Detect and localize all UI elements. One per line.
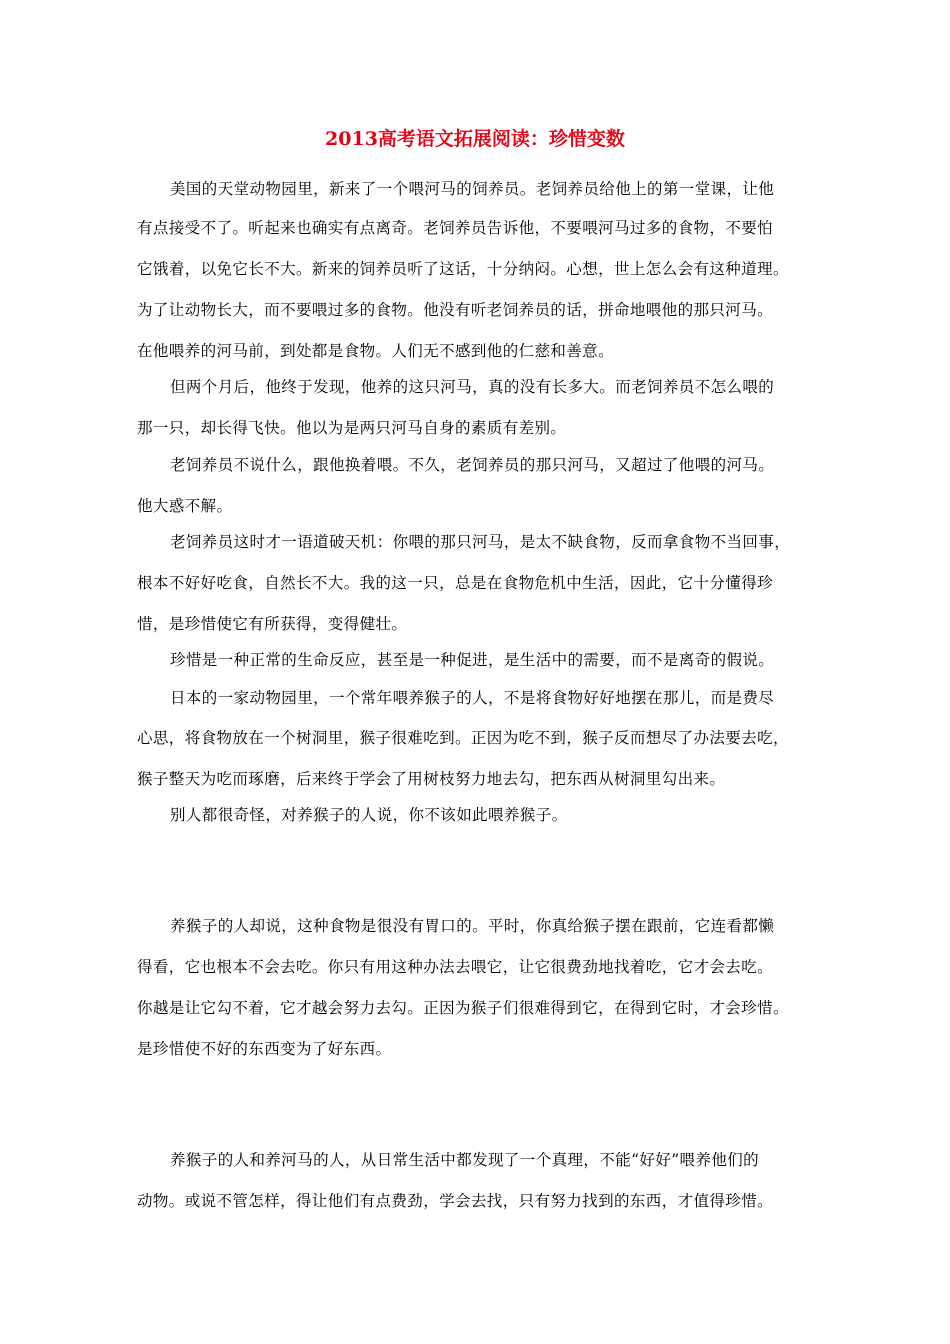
paragraph-line: 在他喂养的河马前，到处都是食物。人们无不感到他的仁慈和善意。 (137, 342, 615, 360)
paragraph-line: 得看，它也根本不会去吃。你只有用这种办法去喂它，让它很费劲地找着吃，它才会去吃。 (137, 958, 774, 976)
paragraph-line: 美国的天堂动物园里，新来了一个喂河马的饲养员。老饲养员给他上的第一堂课，让他 (170, 180, 775, 198)
paragraph-line: 老饲养员不说什么，跟他换着喂。不久，老饲养员的那只河马，又超过了他喂的河马。 (170, 456, 775, 474)
paragraph-line: 但两个月后，他终于发现，他养的这只河马，真的没有长多大。而老饲养员不怎么喂的 (170, 378, 775, 396)
paragraph-line: 为了让动物长大，而不要喂过多的食物。他没有听老饲养员的话，拼命地喂他的那只河马。 (137, 301, 774, 319)
paragraph-line: 老饲养员这时才一语道破天机：你喂的那只河马，是太不缺食物，反而拿食物不当回事， (170, 533, 791, 551)
paragraph-line: 惜，是珍惜使它有所获得，变得健壮。 (137, 615, 408, 633)
paragraph-line: 珍惜是一种正常的生命反应，甚至是一种促进，是生活中的需要，而不是离奇的假说。 (170, 651, 775, 669)
paragraph-line: 心思，将食物放在一个树洞里，猴子很难吃到。正因为吃不到，猴子反而想尽了办法要去吃， (137, 729, 789, 747)
document-title: 2013高考语文拓展阅读：珍惜变数 (325, 128, 625, 150)
paragraph-line: 日本的一家动物园里，一个常年喂养猴子的人，不是将食物好好地摆在那儿，而是费尽 (170, 689, 775, 707)
paragraph-line: 他大惑不解。 (137, 497, 233, 515)
paragraph-line: 有点接受不了。听起来也确实有点离奇。老饲养员告诉他，不要喂河马过多的食物，不要怕 (137, 219, 774, 237)
paragraph-line: 你越是让它勾不着，它才越会努力去勾。正因为猴子们很难得到它，在得到它时，才会珍惜。 (137, 999, 789, 1017)
paragraph-line: 猴子整天为吃而琢磨，后来终于学会了用树枝努力地去勾，把东西从树洞里勾出来。 (137, 770, 726, 788)
paragraph-line: 它饿着，以免它长不大。新来的饲养员听了这话，十分纳闷。心想，世上怎么会有这种道理。 (137, 260, 789, 278)
paragraph-line: 别人都很奇怪，对养猴子的人说，你不该如此喂养猴子。 (170, 806, 568, 824)
paragraph-line: 养猴子的人却说，这种食物是很没有胃口的。平时，你真给猴子摆在跟前，它连看都懒 (170, 917, 775, 935)
paragraph-line: 动物。或说不管怎样，得让他们有点费劲，学会去找，只有努力找到的东西，才值得珍惜。 (137, 1192, 774, 1210)
paragraph-line: 是珍惜使不好的东西变为了好东西。 (137, 1040, 392, 1058)
paragraph-line: 那一只，却长得飞快。他以为是两只河马自身的素质有差别。 (137, 419, 567, 437)
paragraph-line: 根本不好好吃食，自然长不大。我的这一只，总是在食物危机中生活，因此，它十分懂得珍 (137, 574, 774, 592)
paragraph-line: 养猴子的人和养河马的人，从日常生活中都发现了一个真理，不能“好好”喂养他们的 (170, 1151, 760, 1169)
